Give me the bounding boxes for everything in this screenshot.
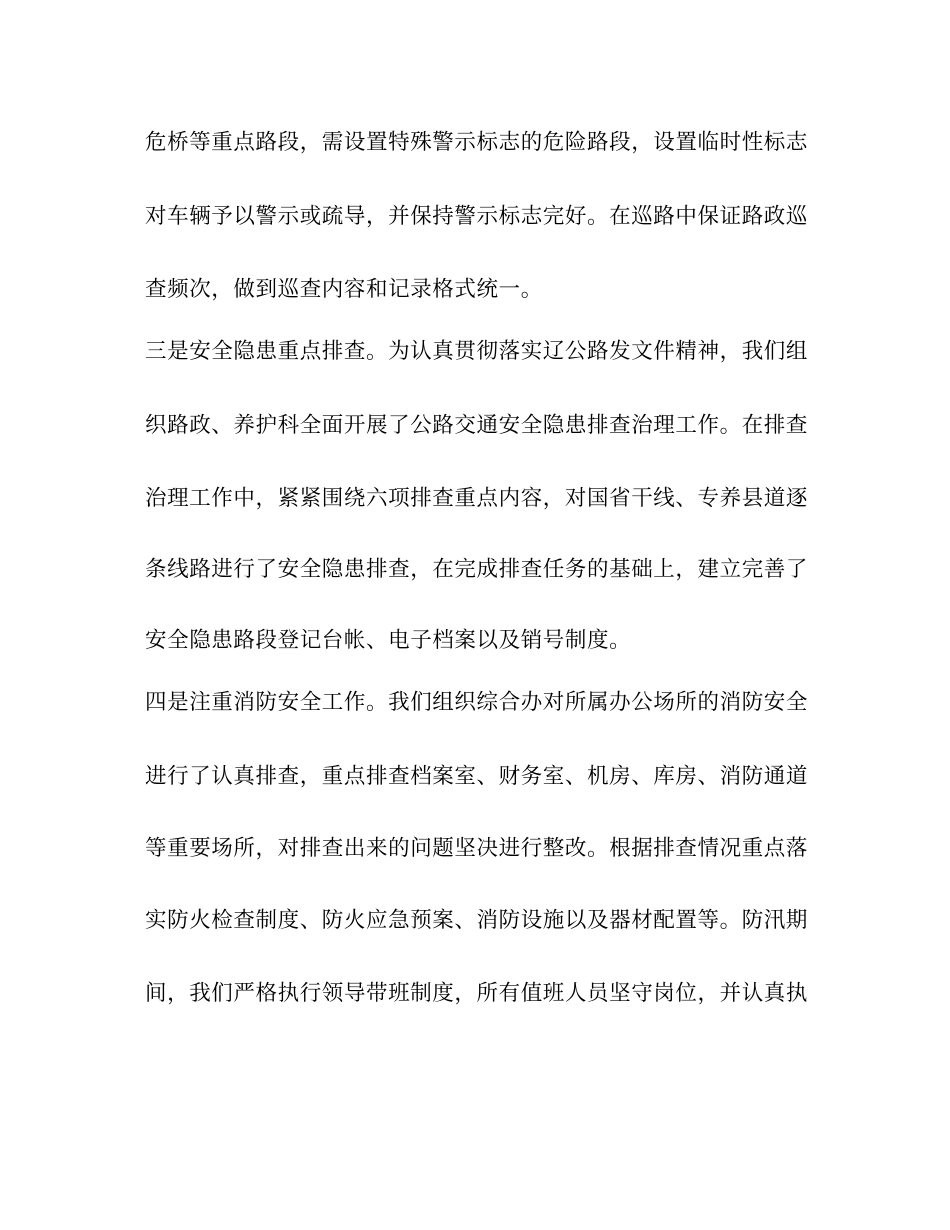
text-line: 四是注重消防安全工作。我们组织综合办对所属办公场所的消防安全 — [145, 690, 809, 715]
text-line: 实防火检查制度、防火应急预案、消防设施以及器材配置等。防汛期 — [145, 908, 809, 933]
text-line: 危桥等重点路段，需设置特殊警示标志的危险路段，设置临时性标志 — [145, 130, 809, 155]
text-line: 织路政、养护科全面开展了公路交通安全隐患排查治理工作。在排查 — [145, 413, 809, 438]
text-line: 三是安全隐患重点排查。为认真贯彻落实辽公路发文件精神，我们组 — [145, 339, 809, 364]
text-line: 对车辆予以警示或疏导，并保持警示标志完好。在巡路中保证路政巡 — [145, 204, 809, 229]
text-line: 间，我们严格执行领导带班制度，所有值班人员坚守岗位，并认真执 — [145, 981, 809, 1006]
text-line: 进行了认真排查，重点排查档案室、财务室、机房、库房、消防通道 — [145, 764, 809, 789]
text-line: 安全隐患路段登记台帐、电子档案以及销号制度。 — [145, 628, 632, 653]
text-line: 查频次，做到巡查内容和记录格式统一。 — [145, 277, 543, 302]
text-line: 条线路进行了安全隐患排查，在完成排查任务的基础上，建立完善了 — [145, 557, 809, 582]
text-line: 治理工作中，紧紧围绕六项排查重点内容，对国省干线、专养县道逐 — [145, 486, 809, 511]
text-line: 等重要场所，对排查出来的问题坚决进行整改。根据排查情况重点落 — [145, 836, 809, 861]
